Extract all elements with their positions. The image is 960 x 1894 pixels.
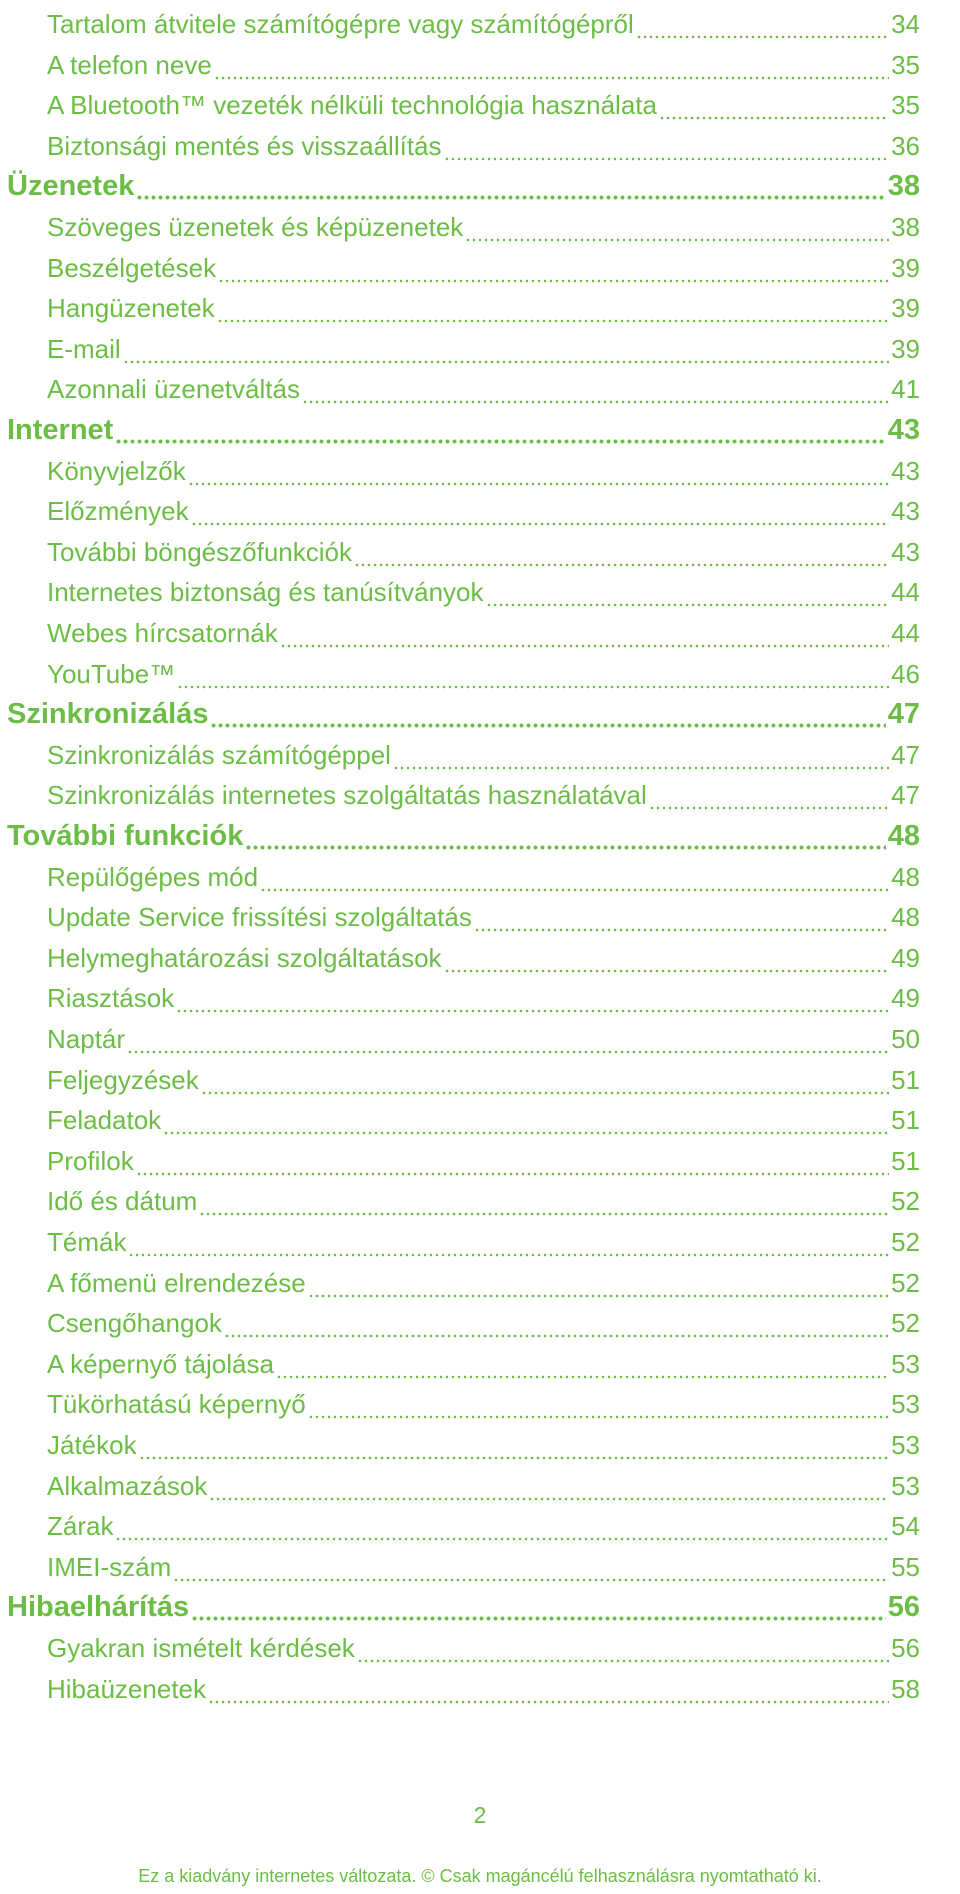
toc-entry-title: Hibaelhárítás	[7, 1591, 190, 1624]
toc-entry-title: Feladatok	[47, 1105, 162, 1136]
dot-leader	[127, 1025, 889, 1055]
dot-leader	[208, 1675, 889, 1705]
dot-leader	[191, 1593, 886, 1623]
toc-entry-title: Gyakran ismételt kérdések	[47, 1633, 355, 1663]
toc-entry-title: Webes hírcsatornák	[47, 618, 278, 648]
toc-entry-title: Témák	[47, 1227, 127, 1257]
toc-entry[interactable]	[47, 447, 920, 487]
dot-leader	[136, 172, 885, 202]
toc-entry-page: 53	[891, 1348, 920, 1379]
toc-entry-page: 44	[891, 577, 920, 608]
dot-leader	[128, 1228, 889, 1258]
toc-entry-page: 53	[891, 1430, 920, 1460]
dot-leader	[177, 660, 889, 690]
toc-entry-title: Repülőgépes mód	[47, 861, 259, 892]
toc-heading[interactable]	[7, 406, 920, 446]
toc-entry-title: Biztonsági mentés és visszaállítás	[47, 130, 442, 161]
toc-entry[interactable]	[47, 1380, 920, 1420]
toc-entry[interactable]	[47, 365, 920, 405]
toc-entry-title: IMEI-szám	[47, 1551, 172, 1582]
dot-leader	[115, 416, 885, 446]
toc-entry[interactable]	[47, 122, 920, 162]
toc-entry-title: Szinkronizálás számítógéppel	[47, 739, 391, 770]
dot-leader	[173, 1553, 889, 1583]
dot-leader	[224, 1309, 889, 1339]
toc-entry-page: 52	[891, 1227, 920, 1257]
toc-entry[interactable]	[47, 1177, 920, 1217]
toc-entry-page: 35	[891, 90, 920, 121]
toc-entry-title: További funkciók	[7, 820, 244, 852]
toc-entry-title: Játékok	[47, 1430, 137, 1460]
toc-entry-title: Alkalmazások	[47, 1470, 208, 1501]
toc-entry-title: Szinkronizálás	[7, 698, 209, 731]
toc-entry-page: 49	[891, 942, 920, 973]
dot-leader	[260, 863, 889, 893]
dot-leader	[486, 578, 890, 608]
footer-note: Ez a kiadvány internetes változata. © Csak magáncélú felhasználásra nyomtatható ki.	[138, 1866, 822, 1886]
toc-entry-page: 54	[891, 1511, 920, 1542]
toc-entry[interactable]	[47, 1543, 920, 1583]
toc-entry[interactable]	[47, 244, 920, 284]
toc-heading[interactable]	[7, 1583, 920, 1623]
toc-entry-title: Hangüzenetek	[47, 293, 215, 324]
toc-entry[interactable]	[47, 203, 920, 243]
toc-entry-page: 34	[891, 9, 920, 39]
dot-leader	[210, 700, 885, 730]
toc-entry-title: Szinkronizálás internetes szolgáltatás használatával	[47, 780, 647, 811]
toc-entry-title: Internet	[7, 414, 114, 446]
dot-leader	[176, 984, 889, 1014]
toc-entry[interactable]	[47, 1056, 920, 1096]
toc-entry-title: YouTube™	[47, 658, 176, 689]
dot-leader	[444, 132, 890, 162]
toc-entry-title: A főmenü elrendezése	[47, 1267, 306, 1298]
toc-entry[interactable]	[47, 568, 920, 608]
toc-entry[interactable]	[47, 1462, 920, 1502]
toc-entry[interactable]	[47, 771, 920, 811]
toc-entry-title: Tartalom átvitele számítógépre vagy számítógépről	[47, 9, 634, 39]
dot-leader	[276, 1350, 889, 1380]
dot-leader	[302, 375, 889, 405]
dot-leader	[191, 497, 889, 527]
toc-entry-title: Előzmények	[47, 496, 189, 527]
toc-entry-page: 41	[891, 374, 920, 405]
toc-entry-page: 47	[887, 698, 920, 731]
dot-leader	[139, 1431, 889, 1461]
toc-entry-page: 53	[891, 1470, 920, 1501]
toc-entry-page: 51	[891, 1064, 920, 1095]
dot-leader	[474, 903, 889, 933]
toc-entry[interactable]	[47, 934, 920, 974]
toc-entry-title: További böngészőfunkciók	[47, 536, 352, 567]
toc-entry-page: 36	[891, 130, 920, 161]
toc-entry-title: Könyvjelzők	[47, 455, 186, 486]
toc-entry-page: 39	[891, 252, 920, 283]
toc-entry[interactable]	[47, 487, 920, 527]
dot-leader	[659, 91, 889, 121]
dot-leader	[357, 1634, 889, 1664]
toc-entry-page: 50	[891, 1024, 920, 1054]
toc-entry-title: Tükörhatású képernyő	[47, 1389, 306, 1420]
toc-entry[interactable]	[47, 1299, 920, 1339]
toc-entry-title: Feljegyzések	[47, 1064, 199, 1095]
dot-leader	[163, 1106, 889, 1136]
toc-entry[interactable]	[47, 1624, 920, 1664]
toc-entry[interactable]	[47, 1096, 920, 1136]
toc-entry-page: 43	[891, 536, 920, 567]
toc-entry-title: A képernyő tájolása	[47, 1348, 274, 1379]
toc-entry[interactable]	[47, 81, 920, 121]
page-number: 2	[473, 1802, 487, 1828]
dot-leader	[393, 741, 889, 771]
toc-entry-page: 58	[891, 1673, 920, 1704]
toc-entry-title: Zárak	[47, 1511, 114, 1542]
toc-entry-title: Idő és dátum	[47, 1186, 198, 1217]
toc-entry-page: 43	[891, 455, 920, 486]
toc-entry[interactable]	[47, 1665, 920, 1705]
toc-entry-page: 52	[891, 1267, 920, 1298]
dot-leader	[465, 213, 889, 243]
toc-entry[interactable]	[47, 650, 920, 690]
dot-leader	[245, 822, 885, 852]
toc-entry-title: Naptár	[47, 1024, 126, 1054]
toc-entry-title: Helymeghatározási szolgáltatások	[47, 942, 442, 973]
toc-entry-page: 38	[887, 170, 920, 203]
toc-entry[interactable]	[47, 731, 920, 771]
toc-entry-title: Internetes biztonság és tanúsítványok	[47, 577, 484, 608]
toc-entry-page: 48	[891, 861, 920, 892]
dot-leader	[199, 1187, 889, 1217]
toc-entry-page: 53	[891, 1389, 920, 1420]
toc-entry-page: 51	[891, 1105, 920, 1136]
toc-heading[interactable]	[7, 690, 920, 730]
dot-leader	[214, 51, 889, 81]
toc-entry-title: A telefon neve	[47, 49, 212, 80]
toc-entry[interactable]	[47, 1421, 920, 1461]
dot-leader	[444, 944, 890, 974]
toc-entry-page: 52	[891, 1308, 920, 1339]
toc-entry-page: 55	[891, 1551, 920, 1582]
dot-leader	[136, 1147, 889, 1177]
toc-entry-title: Beszélgetések	[47, 252, 217, 283]
toc-entry[interactable]	[47, 0, 920, 40]
toc-entry[interactable]	[47, 1259, 920, 1299]
dot-leader	[308, 1269, 889, 1299]
dot-leader	[649, 781, 889, 811]
toc-entry-title: Riasztások	[47, 983, 175, 1014]
toc-entry-page: 52	[891, 1186, 920, 1217]
toc-entry[interactable]	[47, 609, 920, 649]
toc-entry[interactable]	[47, 1340, 920, 1380]
dot-leader	[308, 1390, 889, 1420]
dot-leader	[218, 254, 889, 284]
toc-entry-page: 56	[891, 1633, 920, 1663]
toc-entry[interactable]	[47, 41, 920, 81]
toc-entry-page: 39	[891, 293, 920, 324]
toc-entry-page: 47	[891, 780, 920, 811]
toc-entry-title: Hibaüzenetek	[47, 1673, 206, 1704]
dot-leader	[354, 538, 889, 568]
toc-entry-page: 49	[891, 983, 920, 1014]
toc-heading[interactable]	[7, 162, 920, 202]
dot-leader	[115, 1512, 889, 1542]
dot-leader	[188, 457, 889, 487]
dot-leader	[209, 1472, 889, 1502]
toc-entry[interactable]	[47, 1015, 920, 1055]
toc-entry-title: Update Service frissítési szolgáltatás	[47, 902, 472, 933]
toc-entry[interactable]	[47, 853, 920, 893]
toc-heading[interactable]	[7, 812, 920, 852]
toc-entry-title: Csengőhangok	[47, 1308, 222, 1339]
toc-entry[interactable]	[47, 325, 920, 365]
toc-entry[interactable]	[47, 1218, 920, 1258]
dot-leader	[201, 1066, 889, 1096]
toc-entry-title: Profilok	[47, 1145, 134, 1176]
toc-entry-page: 38	[891, 212, 920, 242]
dot-leader	[280, 619, 889, 649]
toc-entry-page: 51	[891, 1145, 920, 1176]
toc-entry-page: 39	[891, 333, 920, 364]
toc-entry-page: 56	[887, 1591, 920, 1624]
toc-entry[interactable]	[47, 893, 920, 933]
toc-entry[interactable]	[47, 1502, 920, 1542]
toc-entry-page: 43	[887, 414, 920, 446]
toc-entry-page: 35	[891, 49, 920, 80]
toc-entry-title: Szöveges üzenetek és képüzenetek	[47, 212, 464, 242]
toc-entry-page: 48	[887, 820, 920, 852]
toc-entry-page: 44	[891, 618, 920, 648]
toc-entry-title: Üzenetek	[7, 170, 135, 203]
toc-entry[interactable]	[47, 974, 920, 1014]
toc-entry-title: Azonnali üzenetváltás	[47, 374, 300, 405]
toc-entry-page: 46	[891, 658, 920, 689]
toc-entry-page: 43	[891, 496, 920, 527]
toc-entry[interactable]	[47, 528, 920, 568]
toc-entry[interactable]	[47, 1137, 920, 1177]
dot-leader	[636, 10, 889, 40]
dot-leader	[217, 294, 889, 324]
toc-entry[interactable]	[47, 284, 920, 324]
toc-entry-title: E-mail	[47, 333, 121, 364]
toc-entry-page: 47	[891, 739, 920, 770]
toc-entry-page: 48	[891, 902, 920, 933]
dot-leader	[123, 335, 889, 365]
toc-entry-title: A Bluetooth™ vezeték nélküli technológia használata	[47, 90, 657, 121]
